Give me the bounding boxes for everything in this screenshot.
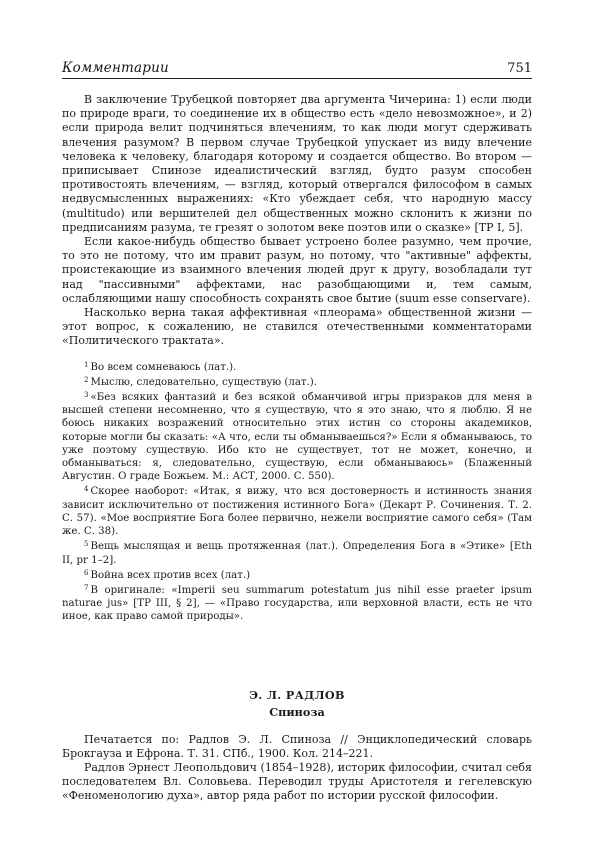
bibliographic-note: Печатается по: Радлов Э. Л. Спиноза // Энциклопедический словарь Брокгауза и Ефрона. Т. 31. СПб., 1900. Кол. 214–221. — [62, 732, 532, 760]
footnote-text: В оригинале: «Imperii seu summarum potestatum jus nihil esse praeter ipsum naturae jus» [TP III, § 2], — «Право государства, или верховной власти, есть не что иное, как право самой природы». — [62, 584, 532, 623]
footnote-number: 4 — [84, 485, 89, 494]
footnote-number: 7 — [84, 583, 89, 592]
author-biography: Радлов Эрнест Леопольдович (1854–1928), историк философии, считал себя последователем Вл. Соловьева. Переводил труды Аристотеля и гегелевскую «Феноменологию духа», автор ряда работ по истории русской философии. — [62, 760, 532, 803]
footnote — [62, 374, 532, 389]
footnote-text: Война всех против всех (лат.) — [90, 569, 251, 581]
section-text — [62, 733, 532, 804]
footnote-number: 1 — [84, 360, 89, 369]
footnote-number: 3 — [84, 391, 89, 400]
body-paragraph: В заключение Трубецкой повторяет два аргумента Чичерина: 1) если люди по природе враги, то соединение их в общество есть «дело невозможное», и 2) если природа велит подчиняться влечениям, то как люди могут сдерживать влечения разумом? В первом случае Трубецкой упускает из виду влечение человека к человеку, благодаря которому и создается общество. Во втором — приписывает Спинозе идеалистический взгляд, будто разум способен противостоять влечениям, — взгляд, который отвергался философом в самых недвусмысленных выражениях: «Кто убеждает себя, что народную массу (multitudo) или вершителей дел общественных можно склонить к жизни по предписаниям разума, те грезят о золотом веке поэтов или о сказке» [TP I, 5]. — [62, 93, 532, 234]
footnotes — [62, 359, 532, 624]
footnote — [62, 389, 532, 483]
main-text — [62, 93, 532, 349]
footnote-text: «Без всяких фантазий и без всякой обманчивой игры призраков для меня в высшей степени несомненно, что я существую, что я это знаю, что я люблю. Я не боюсь никаких возражений относительно этих истин со стороны академиков, которые могли бы сказать: «А что, если ты обманываешься?» Если я обманываюсь, то уже поэтому существую. Ибо кто не существует, тот не может, конечно, и обманываться: я, следовательно, существую, если обманываюсь» (Блаженный Августин. О граде Божьем. М.: АСТ, 2000. С. 550). — [62, 392, 532, 483]
page — [62, 60, 532, 804]
section-heading — [62, 688, 532, 719]
footnote-text: Вещь мыслящая и вещь протяженная (лат.). Определения Бога в «Этике» [Eth II, pr 1–2]. — [62, 541, 532, 566]
footnote-number: 6 — [84, 568, 89, 577]
footnote-number: 5 — [84, 540, 89, 549]
body-paragraph: Если какое-нибудь общество бывает устроено более разумно, чем прочие, то это не потому, что им правит разум, но потому, что "активные" аффекты, проистекающие из взаимного влечения людей друг к другу, возобладали тут над "пассивными" аффектами, нас разобщающими и, тем самым, ослабляющими нашу способность сохранять свое бытие (suum esse conservare). — [62, 235, 532, 305]
body-paragraph: Насколько верна такая аффективная «плеорама» общественной жизни — этот вопрос, к сожалению, не ставился отечественными комментаторами «Политического трактата». — [62, 306, 532, 348]
footnote-text: Мыслю, следовательно, существую (лат.). — [90, 376, 318, 388]
footnote — [62, 582, 532, 624]
footnote-text: Скорее наоборот: «Итак, я вижу, что вся достоверность и истинность знания зависит исключительно от постижения истинного Бога» (Декарт Р. Сочинения. Т. 2. С. 57). «Мое восприятие Бога более первично, нежели восприятие самого себя» (Там же. С. 38). — [62, 486, 532, 538]
page-number: 751 — [507, 61, 532, 76]
footnote-text: Во всем сомневаюсь (лат.). — [90, 361, 237, 373]
running-header — [62, 60, 532, 79]
footnote — [62, 483, 532, 538]
footnote-number: 2 — [84, 375, 89, 384]
footnote — [62, 567, 532, 582]
section-title: Комментарии — [62, 60, 169, 76]
footnote — [62, 359, 532, 374]
section-author: Э. Л. РАДЛОВ — [249, 687, 345, 702]
footnote — [62, 538, 532, 566]
section-work-title: Спиноза — [269, 704, 325, 719]
